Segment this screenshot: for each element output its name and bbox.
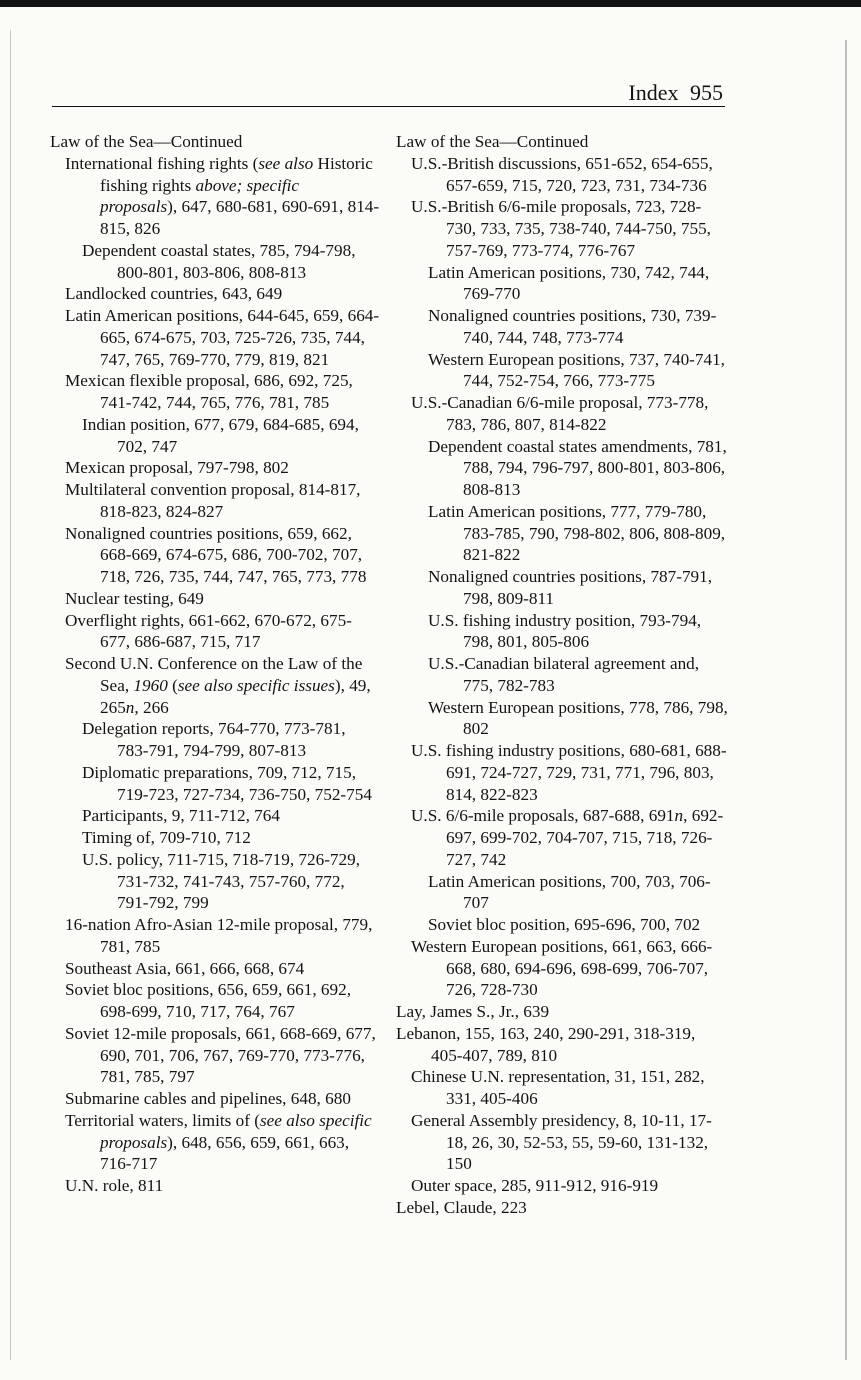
index-entry [396,610,731,654]
index-entry-text: n [674,806,684,826]
index-entry [396,914,731,936]
index-entry-text: Outer space, 285, 911-912, 916-919 [411,1176,659,1195]
index-entry [396,392,731,436]
index-column-right [396,131,731,1219]
index-entry-text: U.S.-British 6/6-mile proposals, 723, 728-730, 733, 735, 738-740, 744-750, 755, 757-769, 773-774, 776-767 [411,197,711,260]
index-entry [50,610,380,654]
index-entry-text: Nonaligned countries positions, 787-791, 798, 809-811 [428,567,713,608]
index-entry-text: 1960 [133,675,168,695]
index-entry-text: U.S.-British discussions, 651-652, 654-655, 657-659, 715, 720, 723, 731, 734-736 [411,153,713,195]
index-entry-text: Submarine cables and pipelines, 648, 680 [65,1089,351,1108]
index-entry [396,566,731,610]
index-entry [396,1197,731,1219]
index-entry-text: U.S. 6/6-mile proposals, 687-688, 691 [411,806,675,826]
index-entry-text: see also specific issues [177,675,335,695]
index-entry-text: Western European positions, 778, 786, 798, 802 [428,697,728,739]
index-entry-text: Western European positions, 737, 740-741, 744, 752-754, 766, 773-775 [428,349,725,391]
index-entry [50,153,380,240]
index-entry-text: Southeast Asia, 661, 666, 668, 674 [65,958,305,978]
index-entry-text: Lebanon, 155, 163, 240, 290-291, 318-319, 405-407, 789, 810 [396,1023,696,1065]
index-entry [396,740,731,805]
index-entry-text: U.S. fishing industry positions, 680-681, 688-691, 724-727, 729, 731, 771, 796, 803, 814, 822-823 [411,741,727,804]
index-entry [50,1088,380,1110]
index-entry [396,1066,731,1110]
index-entry [396,697,731,741]
running-header [52,80,725,107]
index-entry [50,958,380,980]
index-entry [396,153,731,197]
index-entry-text: Soviet bloc position, 695-696, 700, 702 [428,915,701,934]
index-entry-text: , 692-697, 699-702, 704-707, 715, 718, 726-727, 742 [446,806,724,869]
index-entry-text: U.S. policy, 711-715, 718-719, 726-729, 731-732, 741-743, 757-760, 772, 791-792, 799 [82,849,361,913]
index-entry-text: Latin American positions, 700, 703, 706-707 [428,871,711,913]
index-entry-text: International fishing rights ( [65,153,259,173]
index-entry [50,240,380,284]
index-entry-text: Second U.N. Conference on the Law of the Sea, [65,654,363,695]
index-entry-text: Historic fishing rights [100,153,373,195]
index-entry-text: Law of the Sea—Continued [396,132,589,151]
index-entry-text: above; specific proposals [100,175,300,217]
index-entry-text: U.S.-Canadian 6/6-mile proposal, 773-778, 783, 786, 807, 814-822 [411,393,709,434]
index-entry [396,501,731,566]
index-entry [396,131,731,153]
index-entry-text: Mexican proposal, 797-798, 802 [65,458,289,478]
page-edge-right [845,40,847,1360]
index-entry [396,805,731,870]
header-text [628,80,723,106]
index-entry [50,283,380,305]
header-title: Index [628,80,679,105]
index-entry-text: , 266 [134,697,169,717]
index-entry-text: ), 49, 265 [100,675,371,717]
index-entry-text: Chinese U.N. representation, 31, 151, 282, 331, 405-406 [411,1067,705,1108]
index-entry-text: Soviet 12-mile proposals, 661, 668-669, 677, 690, 701, 706, 767, 769-770, 773-776, 781, 785, 797 [65,1023,376,1087]
page-number: 955 [690,80,723,105]
index-entry [50,1175,380,1197]
index-entry [396,349,731,393]
index-entry-text: Multilateral convention proposal, 814-817, 818-823, 824-827 [65,480,361,521]
index-entry [50,762,380,806]
index-entry-text: Soviet bloc positions, 656, 659, 661, 692, 698-699, 710, 717, 764, 767 [65,980,351,1021]
index-entry-text: U.N. role, 811 [65,1176,164,1195]
index-entry [50,523,380,588]
index-entry-text: Nonaligned countries positions, 730, 739-740, 744, 748, 773-774 [428,306,717,347]
index-entry-text: U.S. fishing industry position, 793-794, 798, 801, 805-806 [428,610,702,652]
index-entry [396,1110,731,1175]
page-top-shadow [0,0,861,7]
index-entry-text: ( [167,675,178,695]
index-entry [50,718,380,762]
index-entry [50,805,380,827]
index-entry [396,1001,731,1023]
index-entry [50,588,380,610]
index-entry [396,871,731,915]
page-edge-left [10,30,11,1360]
index-entry-text: Latin American positions, 644-645, 659, 664-665, 674-675, 703, 725-726, 735, 744, 747, 765, 769-770, 779, 819, 821 [65,306,380,369]
index-entry [396,653,731,697]
index-entry-text: Territorial waters, limits of ( [65,1110,260,1130]
index-entry-text: ), 647, 680-681, 690-691, 814-815, 826 [100,197,380,238]
index-entry-text: Dependent coastal states, 785, 794-798, 800-801, 803-806, 808-813 [82,240,356,282]
index-entry [396,436,731,501]
index-entry [396,1175,731,1197]
index-entry-text: see also specific proposals [100,1110,372,1152]
index-entry-text: Timing of, 709-710, 712 [82,828,251,847]
index-entry [50,979,380,1023]
index-entry-text: Nuclear testing, 649 [65,588,204,608]
index-entry [50,1023,380,1088]
index-entry-text: 16-nation Afro-Asian 12-mile proposal, 779, 781, 785 [65,915,373,956]
index-entry-text: Overflight rights, 661-662, 670-672, 675-677, 686-687, 715, 717 [65,610,352,652]
index-entry-text: Dependent coastal states amendments, 781, 788, 794, 796-797, 800-801, 803-806, 808-813 [428,436,727,499]
index-entry [396,262,731,306]
index-entry-text: Delegation reports, 764-770, 773-781, 783-791, 794-799, 807-813 [82,719,346,760]
index-entry [50,414,380,458]
index-entry [396,936,731,1001]
index-entry [50,653,380,718]
index-entry-text: Law of the Sea—Continued [50,132,243,151]
index-entry-text: Lebel, Claude, 223 [396,1197,527,1217]
index-entry-text: Latin American positions, 777, 779-780, 783-785, 790, 798-802, 806, 808-809, 821-822 [428,501,726,565]
index-entry [50,131,380,153]
index-entry [50,827,380,849]
index-entry-text: ), 648, 656, 659, 661, 663, 716-717 [100,1132,350,1174]
index-entry-text: Western European positions, 661, 663, 666-668, 680, 694-696, 698-699, 706-707, 726, 728-730 [411,936,713,1000]
index-entry [50,479,380,523]
index-entry-text: Nonaligned countries positions, 659, 662, 668-669, 674-675, 686, 700-702, 707, 718, 726, 735, 744, 747, 765, 773, 778 [65,523,367,586]
index-entry [396,1023,731,1067]
index-entry-text: Landlocked countries, 643, 649 [65,284,283,304]
index-entry-text: Lay, James S., Jr., 639 [396,1002,550,1021]
index-entry [50,457,380,479]
index-entry [50,370,380,414]
index-entry [396,196,731,261]
index-column-left [50,131,380,1197]
index-entry [50,305,380,370]
index-entry-text: General Assembly presidency, 8, 10-11, 17-18, 26, 30, 52-53, 55, 59-60, 131-132, 150 [411,1110,712,1174]
index-entry [396,305,731,349]
index-entry-text: Indian position, 677, 679, 684-685, 694, 702, 747 [82,414,359,456]
index-entry [50,1110,380,1175]
index-entry-text: see also [258,153,314,173]
index-entry-text: n [125,697,135,717]
index-entry-text: Diplomatic preparations, 709, 712, 715, 719-723, 727-734, 736-750, 752-754 [82,762,372,804]
index-entry-text: Participants, 9, 711-712, 764 [82,806,280,826]
index-entry-text: Latin American positions, 730, 742, 744, 769-770 [428,262,710,304]
index-entry [50,849,380,914]
index-entry-text: Mexican flexible proposal, 686, 692, 725, 741-742, 744, 765, 776, 781, 785 [65,371,353,412]
index-entry-text: U.S.-Canadian bilateral agreement and, 775, 782-783 [428,654,700,695]
index-entry [50,914,380,958]
